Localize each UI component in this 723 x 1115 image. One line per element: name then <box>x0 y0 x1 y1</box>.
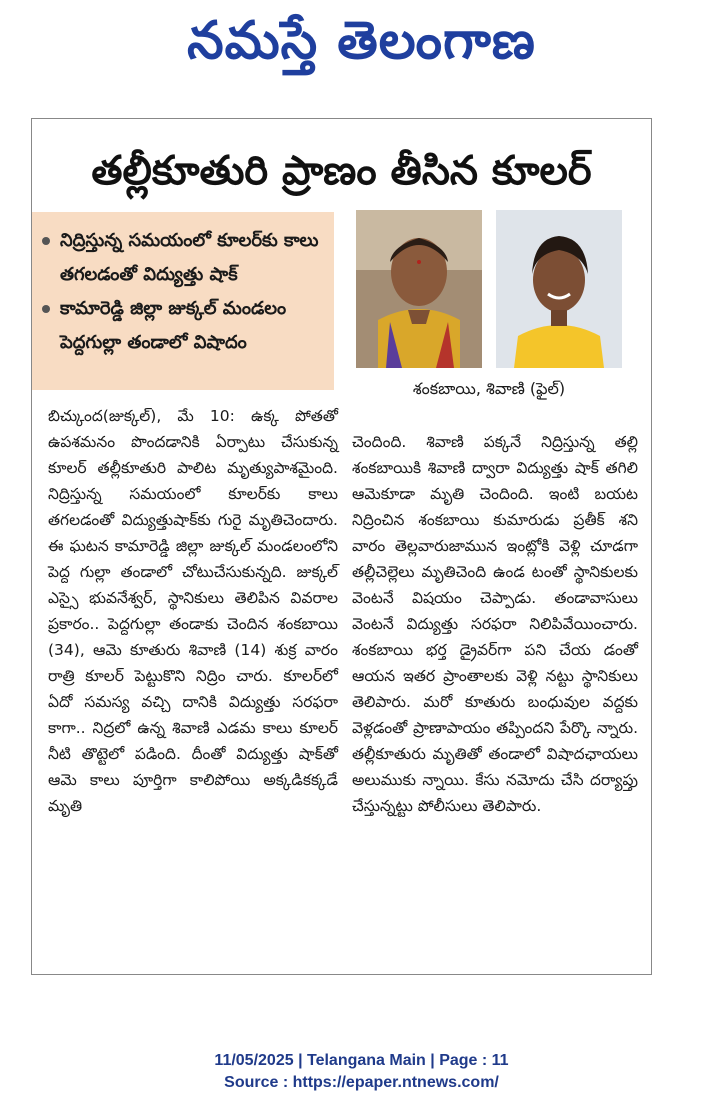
portrait-girl-icon <box>496 210 622 368</box>
photo-caption: శంకబాయి, శివాణి (ఫైల్) <box>412 379 566 398</box>
highlight-item: నిద్రిస్తున్న సమయంలో కూలర్‌కు కాలు తగలడంతో విద్యుత్తు షాక్ <box>40 224 330 292</box>
footer-date-edition: 11/05/2025 | Telangana Main | Page : 11 <box>214 1052 509 1069</box>
article-headline: తల్లీకూతురి ప్రాణం తీసిన కూలర్ <box>91 148 592 194</box>
article-frame <box>31 118 652 975</box>
article-body-right-column: చెందింది. శివాణి పక్కనే నిద్రిస్తున్న తల్లి శంకబాయికి శివాణి ద్వారా విద్యుత్తు షాక్ తగిలి ఆమెకూడా మృతి చెందింది. ఇంటి బయట నిద్రించిన శంకబాయి కుమారుడు ప్రతీక్ శని వారం తెల్లవారుజామున ఇంట్లోకి వెళ్లి చూడగా తల్లీచెల్లెలు మృతిచెంది ఉండ టంతో స్థానికులకు వెంటనే విషయం చెప్పాడు. తండావాసులు వెంటనే విద్యుత్తు సరఫరా నిలిపివేయించారు. శంకబాయి భర్త డ్రైవర్‌గా పని చేయ డంతో ఆయన ఇతర ప్రాంతాలకు వెళ్లి నట్టు స్థానికులు తెలిపారు. మరో కూతురు బంధువుల వద్దకు వెళ్లడంతో ప్రాణాపాయం తప్పిందని పేర్కొ న్నారు. తల్లీకూతురు మృతితో తండాలో విషాదఛాయలు అలుముకు న్నాయి. కేసు నమోదు చేసి దర్యాప్తు చేస్తున్నట్టు పోలీసులు తెలిపారు. <box>352 433 638 815</box>
article-body-left-column: బిచ్కుంద(జుక్కల్), మే 10: ఉక్క పోతతో ఉపశమనం పొందడానికి ఏర్పాటు చేసుకున్న కూలర్ తల్లీకూతురి పాలిట మృత్యుపాశమైంది. నిద్రిస్తున్న సమయంలో కూలర్‌కు కాలు తగలడంతో విద్యుత్తుషాక్‌కు గురై మృతిచెందారు. ఈ ఘటన కామారెడ్డి జిల్లా జుక్కల్ మండలంలోని పెద్ద గుల్లా తండాలో చోటుచేసుకున్నది. జుక్కల్ ఎస్సై భువనేశ్వర్, స్థానికులు తెలిపిన వివరాల ప్రకారం.. పెద్దగుల్లా తండాకు చెందిన శంకబాయి (34), ఆమె కూతురు శివాణి (14) శుక్ర వారం రాత్రి కూలర్ పెట్టుకొని నిద్రిం చారు. కూలర్‌లో ఏదో సమస్య వచ్చి దానికి విద్యుత్తు సరఫరా కాగా.. నిద్రలో ఉన్న శివాణి ఎడమ కాలు కూలర్ నీటి తొట్టెలో పడింది. దీంతో విద్యుత్తు షాక్‌తో ఆమె కాలు పూర్తిగా కాలిపోయి అక్కడికక్కడే మృతి <box>48 407 338 815</box>
newspaper-masthead: నమస్తే తెలంగాణ <box>187 11 536 71</box>
photo-shankabai <box>356 210 482 368</box>
footer-source-link[interactable]: Source : https://epaper.ntnews.com/ <box>224 1074 499 1091</box>
highlight-item: కామారెడ్డి జిల్లా జుక్కల్ మండలం పెద్దగుల్లా తండాలో విషాదం <box>40 292 330 360</box>
photo-shivani <box>496 210 622 368</box>
portrait-woman-icon <box>356 210 482 368</box>
highlights-box <box>32 212 334 390</box>
